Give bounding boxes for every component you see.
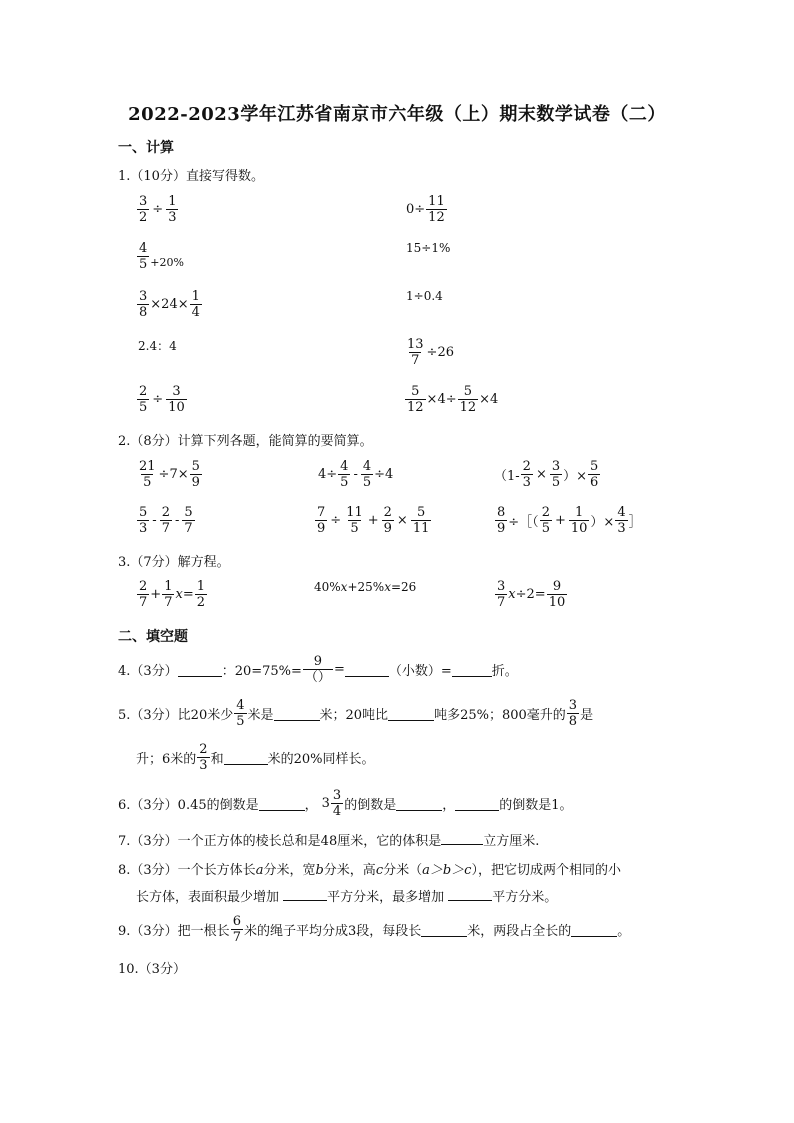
q1-item-f: 1÷0.4	[406, 289, 443, 303]
question-5-line-2: 升；6米的 $\frac{2}{3}$ 和 米的20%同样长。	[136, 742, 375, 773]
q1-item-b: 0÷ $\frac{11}{12}$	[406, 194, 445, 225]
answer-blank[interactable]	[396, 797, 442, 811]
section-heading-calculation: 一、计算	[118, 140, 174, 156]
q1-item-h: $\frac{13}{7}$ ÷26	[407, 337, 454, 368]
answer-blank[interactable]	[345, 663, 389, 677]
q2-item-c: （1- $\frac{2}{3}$ × $\frac{3}{5}$ ）× $\frac{5}{6}$	[494, 459, 599, 490]
q2-item-e: $\frac{7}{9}$ ÷ $\frac{11}{5}$ + $\frac{2}{9}$ × $\frac{5}{11}$	[317, 505, 430, 536]
q1-item-i: $\frac{2}{5}$ ÷ $\frac{3}{10}$	[139, 384, 185, 415]
q1-item-g: 2.4：4	[138, 339, 177, 353]
question-6: 6.（3分）0.45的倒数是 ， 3 $\frac{3}{4}$ 的倒数是 ， 的倒数是1。	[118, 788, 573, 819]
question-2-label: 2.（8分）计算下列各题，能简算的要简算。	[118, 434, 373, 449]
q2-item-a: $\frac{21}{5}$ ÷7× $\frac{5}{9}$	[139, 459, 200, 490]
section-heading-fill-in: 二、填空题	[118, 629, 188, 645]
question-4: 4.（3分） ：20=75%= $\frac{9}{()}$ = （小数）= 折。	[118, 654, 518, 685]
answer-blank[interactable]	[178, 663, 222, 677]
answer-blank[interactable]	[421, 923, 467, 937]
answer-blank[interactable]	[259, 797, 305, 811]
answer-blank[interactable]	[224, 751, 268, 765]
answer-blank[interactable]	[441, 831, 483, 845]
question-9: 9.（3分）把一根长 $\frac{6}{7}$ 米的绳子平均分成3段，每段长 米，两段占全长的 。	[118, 914, 631, 945]
page-title: 2022-2023学年江苏省南京市六年级（上）期末数学试卷（二）	[128, 104, 666, 125]
answer-blank[interactable]	[388, 707, 434, 721]
q3-item-a: $\frac{2}{7}$ + $\frac{1}{7}$ x = $\frac{1}{2}$	[139, 579, 205, 610]
q1-item-c: $\frac{4}{5}$ +20%	[139, 241, 184, 272]
answer-blank[interactable]	[452, 663, 492, 677]
answer-blank[interactable]	[571, 923, 617, 937]
question-8-line-2: 长方体，表面积最少增加 平方分米，最多增加 平方分米。	[136, 886, 557, 905]
q2-item-f: $\frac{8}{9}$ ÷［（ $\frac{2}{5}$ + $\frac{1}{10}$ ）× $\frac{4}{3}$ ］	[497, 505, 642, 536]
q2-item-d: $\frac{5}{3}$ - $\frac{2}{7}$ - $\frac{5}{7}$	[139, 505, 193, 536]
question-3-label: 3.（7分）解方程。	[118, 555, 230, 570]
q1-item-e: $\frac{3}{8}$ ×24× $\frac{1}{4}$	[139, 289, 200, 320]
q3-item-b: 40%x+25%x=26	[314, 580, 417, 594]
question-8-line-1: 8.（3分）一个长方体长a分米，宽b分米，高c分米（a＞b＞c），把它切成两个相同的小	[118, 863, 621, 878]
question-7: 7.（3分）一个正方体的棱长总和是48厘米，它的体积是 立方厘米.	[118, 830, 539, 849]
q3-item-c: $\frac{3}{7}$ x ÷2= $\frac{9}{10}$	[497, 579, 566, 610]
q2-item-b: 4÷ $\frac{4}{5}$ - $\frac{4}{5}$ ÷4	[318, 459, 394, 490]
question-5-line-1: 5.（3分）比20米少 $\frac{4}{5}$ 米是 米；20吨比 吨多25%；800毫升的 $\frac{3}{8}$ 是	[118, 698, 594, 729]
q1-item-d: 15÷1%	[406, 241, 451, 255]
q1-item-a: $\frac{3}{2}$ ÷ $\frac{1}{3}$	[139, 194, 177, 225]
q1-item-j: $\frac{5}{12}$ ×4÷ $\frac{5}{12}$ ×4	[407, 384, 499, 415]
answer-blank[interactable]	[448, 887, 492, 901]
answer-blank[interactable]	[455, 797, 499, 811]
answer-blank[interactable]	[274, 707, 320, 721]
answer-blank[interactable]	[283, 887, 327, 901]
question-1-label: 1.（10分）直接写得数。	[118, 169, 264, 184]
question-10-label: 10.（3分）	[118, 962, 186, 977]
